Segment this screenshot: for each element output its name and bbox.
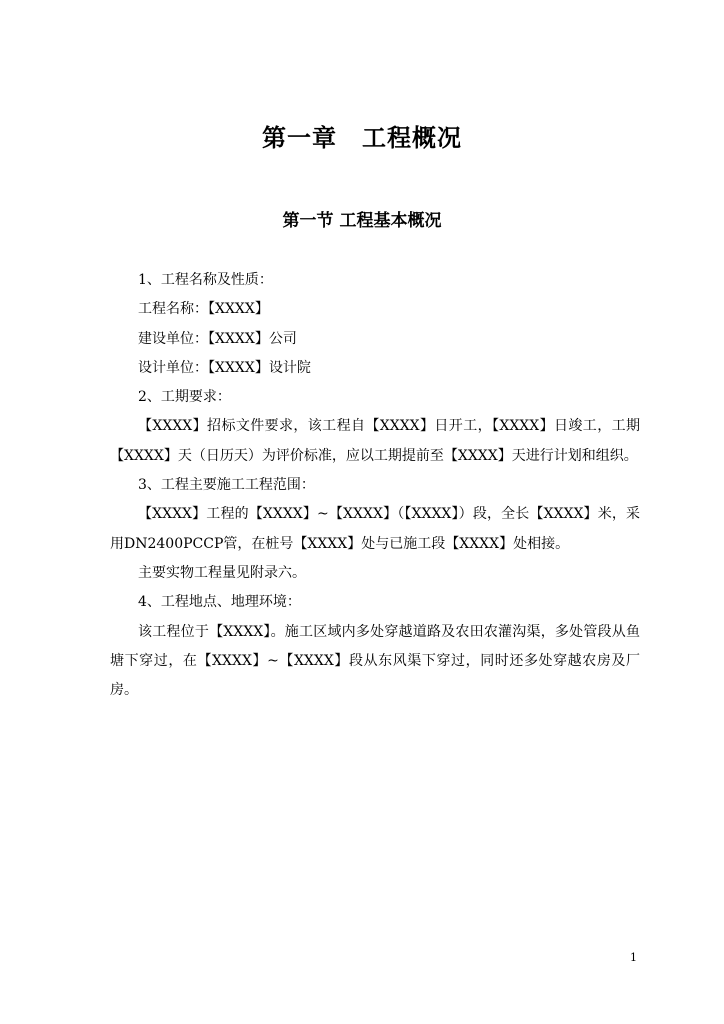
page-number: 1 [630,951,637,964]
paragraph-schedule-heading: 2、工期要求： [138,389,231,406]
paragraph-design-unit: 设计单位：【XXXX】设计院 [138,359,311,376]
paragraph-location-heading: 4、工程地点、地理环境： [138,594,301,611]
paragraph-location-body: 该工程位于【XXXX】。施工区域内多处穿越道路及农田农灌沟渠，多处管段从鱼塘下穿过，在【XXXX】~【XXXX】段从东风渠下穿过，同时还多处穿越农房及厂房。 [110,623,640,699]
paragraph-construction-unit: 建设单位：【XXXX】公司 [138,330,297,347]
body-text [110,266,640,705]
paragraph-project-name: 工程名称：【XXXX】 [138,301,269,318]
paragraph-scope-heading: 3、工程主要施工工程范围： [138,477,315,494]
chapter-title: 第一章 工程概况 [262,124,462,152]
paragraph-quantities: 主要实物工程量见附录六。 [138,564,306,581]
paragraph-scope-body: 【XXXX】工程的【XXXX】~【XXXX】（【XXXX】）段，全长【XXXX】米，采用DN2400PCCP管，在桩号【XXXX】处与已施工段【XXXX】处相接。 [110,506,640,552]
paragraph-schedule-body: 【XXXX】招标文件要求，该工程自【XXXX】日开工，【XXXX】日竣工，工期【XXXX】天（日历天）为评价标准，应以工期提前至【XXXX】天进行计划和组织。 [110,418,640,464]
paragraph-project-name-heading: 1、工程名称及性质： [138,272,273,288]
section-title: 第一节 工程基本概况 [282,211,442,231]
